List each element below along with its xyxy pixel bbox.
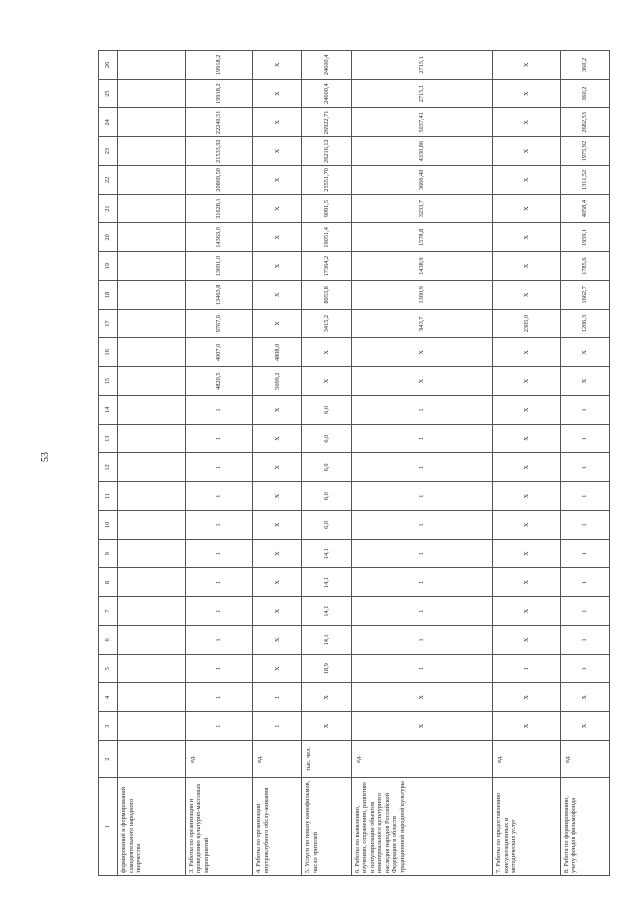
value-cell: 1: [560, 539, 609, 568]
value-cell: 14,1: [302, 568, 351, 597]
value-cell: [118, 137, 186, 166]
value-cell: Х: [493, 424, 561, 453]
value-cell: 1: [185, 482, 253, 511]
value-cell: 1: [351, 511, 493, 540]
value-cell: Х: [351, 367, 493, 396]
value-cell: [118, 281, 186, 310]
value-cell: 1: [560, 453, 609, 482]
value-cell: Х: [253, 597, 302, 626]
value-cell: [118, 252, 186, 281]
column-number-cell: 2: [99, 741, 118, 778]
value-cell: [118, 712, 186, 741]
value-cell: Х: [493, 597, 561, 626]
column-number-cell: 24: [99, 108, 118, 137]
value-cell: 1: [185, 597, 253, 626]
value-cell: Х: [253, 309, 302, 338]
value-cell: Х: [493, 108, 561, 137]
value-cell: Х: [253, 194, 302, 223]
column-number-cell: 20: [99, 223, 118, 252]
value-cell: Х: [253, 108, 302, 137]
column-number-cell: 7: [99, 597, 118, 626]
column-number-cell: 18: [99, 281, 118, 310]
value-cell: 1975,92: [560, 137, 609, 166]
value-cell: Х: [493, 568, 561, 597]
value-cell: [118, 79, 186, 108]
value-cell: 1: [351, 568, 493, 597]
value-cell: 1: [351, 539, 493, 568]
value-cell: Х: [253, 654, 302, 683]
value-cell: Х: [253, 539, 302, 568]
value-cell: 24600,4: [302, 51, 351, 80]
value-cell: 1438,9: [351, 252, 493, 281]
value-cell: Х: [351, 338, 493, 367]
value-cell: 1: [185, 683, 253, 712]
value-cell: 2715,1: [351, 79, 493, 108]
column-number-cell: 22: [99, 166, 118, 195]
value-cell: 1: [560, 424, 609, 453]
value-cell: Х: [253, 511, 302, 540]
value-cell: Х: [493, 194, 561, 223]
indicators-table: [98, 50, 610, 876]
value-cell: 6,0: [302, 453, 351, 482]
value-cell: 4330,86: [351, 137, 493, 166]
column-number-cell: 21: [99, 194, 118, 223]
value-cell: Х: [493, 626, 561, 655]
value-cell: 6,0: [302, 511, 351, 540]
work-name-cell: 6. Работы по выявлению, изучению, сохранению, развитию и популяризации объектов нематериального культурного наследия народов Российской Федерации в области традиционной народной культуры: [351, 778, 493, 876]
value-cell: [118, 597, 186, 626]
value-cell: Х: [493, 166, 561, 195]
value-cell: 21533,92: [185, 137, 253, 166]
column-number-cell: 23: [99, 137, 118, 166]
column-number-row: [99, 51, 118, 876]
value-cell: Х: [253, 424, 302, 453]
value-cell: Х: [560, 712, 609, 741]
value-cell: 4007,0: [185, 338, 253, 367]
value-cell: 4058,4: [560, 194, 609, 223]
value-cell: 9091,5: [302, 194, 351, 223]
value-cell: Х: [493, 482, 561, 511]
column-number-cell: 1: [99, 778, 118, 876]
value-cell: Х: [493, 79, 561, 108]
value-cell: 1: [351, 482, 493, 511]
value-cell: 1: [185, 568, 253, 597]
value-cell: Х: [253, 568, 302, 597]
work-name-cell: 4. Работы по организации внутриклубного обслу-живания: [253, 778, 302, 876]
value-cell: 1: [185, 712, 253, 741]
value-cell: Х: [493, 511, 561, 540]
value-cell: 1: [493, 654, 561, 683]
value-cell: 360,2: [560, 51, 609, 80]
value-cell: Х: [493, 712, 561, 741]
work-name-cell: формирований и формирований самодеятельного народного творчества: [118, 778, 186, 876]
column-number-cell: 15: [99, 367, 118, 396]
value-cell: 1: [351, 453, 493, 482]
value-cell: 18,9: [302, 654, 351, 683]
value-cell: Х: [493, 338, 561, 367]
column-number-cell: 3: [99, 712, 118, 741]
value-cell: [118, 568, 186, 597]
value-cell: 360,2: [560, 79, 609, 108]
value-cell: 1: [185, 453, 253, 482]
column-number-cell: 6: [99, 626, 118, 655]
value-cell: 1300,9: [351, 281, 493, 310]
value-cell: 14,1: [302, 626, 351, 655]
value-cell: Х: [253, 79, 302, 108]
value-cell: 22240,51: [185, 108, 253, 137]
unit-cell: тыс. чел.: [302, 741, 351, 778]
value-cell: Х: [351, 683, 493, 712]
value-cell: 17364,2: [302, 252, 351, 281]
unit-cell: ед.: [253, 741, 302, 778]
column-number-cell: 9: [99, 539, 118, 568]
table-row: [118, 51, 186, 876]
value-cell: 20869,50: [185, 166, 253, 195]
value-cell: Х: [302, 367, 351, 396]
value-cell: [118, 51, 186, 80]
value-cell: [118, 683, 186, 712]
value-cell: 1: [351, 396, 493, 425]
value-cell: 1: [185, 539, 253, 568]
work-name-cell: 3. Работы по организации и проведению культурно-массовых мероприятий: [185, 778, 253, 876]
value-cell: 1: [560, 396, 609, 425]
value-cell: 6,0: [302, 396, 351, 425]
value-cell: 1785,6: [560, 252, 609, 281]
value-cell: [118, 482, 186, 511]
value-cell: [118, 223, 186, 252]
page-number: 53: [40, 452, 51, 462]
value-cell: Х: [493, 539, 561, 568]
value-cell: 19918,2: [185, 51, 253, 80]
value-cell: Х: [493, 51, 561, 80]
value-cell: 2305,0: [493, 309, 561, 338]
value-cell: Х: [493, 396, 561, 425]
value-cell: 13463,8: [185, 281, 253, 310]
value-cell: 19051,4: [302, 223, 351, 252]
value-cell: 1: [253, 683, 302, 712]
value-cell: 1: [351, 654, 493, 683]
value-cell: 4820,5: [185, 367, 253, 396]
column-number-cell: 26: [99, 51, 118, 80]
value-cell: 13691,0: [185, 252, 253, 281]
value-cell: Х: [302, 338, 351, 367]
value-cell: 1: [560, 511, 609, 540]
unit-cell: [118, 741, 186, 778]
value-cell: 1: [253, 712, 302, 741]
column-number-cell: 25: [99, 79, 118, 108]
value-cell: 943,7: [351, 309, 493, 338]
column-number-cell: 19: [99, 252, 118, 281]
value-cell: 1: [351, 424, 493, 453]
value-cell: 1: [560, 568, 609, 597]
value-cell: Х: [253, 252, 302, 281]
value-cell: 9767,6: [185, 309, 253, 338]
value-cell: 2715,1: [351, 51, 493, 80]
value-cell: 5699,2: [253, 367, 302, 396]
column-number-cell: 12: [99, 453, 118, 482]
value-cell: [118, 539, 186, 568]
value-cell: 14,1: [302, 539, 351, 568]
rotated-table-container: [98, 50, 610, 876]
table-row: [302, 51, 351, 876]
value-cell: [118, 194, 186, 223]
work-name-cell: 7. Работы по предоставлению консультационных и методических услуг: [493, 778, 561, 876]
value-cell: Х: [493, 252, 561, 281]
value-cell: Х: [302, 683, 351, 712]
column-number-cell: 10: [99, 511, 118, 540]
value-cell: 1: [351, 597, 493, 626]
value-cell: Х: [351, 712, 493, 741]
value-cell: Х: [493, 137, 561, 166]
value-cell: 2682,53: [560, 108, 609, 137]
value-cell: 5037,41: [351, 108, 493, 137]
value-cell: Х: [253, 166, 302, 195]
value-cell: 3233,7: [351, 194, 493, 223]
value-cell: [118, 626, 186, 655]
value-cell: Х: [253, 281, 302, 310]
value-cell: 1: [560, 626, 609, 655]
value-cell: [118, 108, 186, 137]
value-cell: 3415,2: [302, 309, 351, 338]
column-number-cell: 11: [99, 482, 118, 511]
value-cell: 6,0: [302, 482, 351, 511]
value-cell: [118, 338, 186, 367]
value-cell: 1: [185, 396, 253, 425]
value-cell: Х: [560, 367, 609, 396]
value-cell: [118, 453, 186, 482]
table-row: [560, 51, 609, 876]
column-number-cell: 8: [99, 568, 118, 597]
value-cell: 1959,1: [560, 223, 609, 252]
column-number-cell: 13: [99, 424, 118, 453]
column-number-cell: 14: [99, 396, 118, 425]
value-cell: 1: [185, 654, 253, 683]
value-cell: 1: [560, 482, 609, 511]
value-cell: Х: [493, 683, 561, 712]
value-cell: 8953,8: [302, 281, 351, 310]
value-cell: Х: [560, 683, 609, 712]
value-cell: Х: [493, 281, 561, 310]
value-cell: 3666,40: [351, 166, 493, 195]
value-cell: 1: [185, 424, 253, 453]
work-name-cell: 8. Работа по формированию, учету фондов фильмофонда: [560, 778, 609, 876]
value-cell: 1: [185, 626, 253, 655]
value-cell: 1: [560, 654, 609, 683]
value-cell: 1: [351, 626, 493, 655]
value-cell: 4808,0: [253, 338, 302, 367]
value-cell: Х: [302, 712, 351, 741]
value-cell: [118, 654, 186, 683]
value-cell: 25551,70: [302, 166, 351, 195]
table-row: [351, 51, 493, 876]
value-cell: 1206,3: [560, 309, 609, 338]
value-cell: Х: [493, 367, 561, 396]
value-cell: Х: [253, 626, 302, 655]
value-cell: Х: [560, 338, 609, 367]
table-row: [185, 51, 253, 876]
unit-cell: ед.: [560, 741, 609, 778]
column-number-cell: 5: [99, 654, 118, 683]
value-cell: 14363,0: [185, 223, 253, 252]
value-cell: [118, 396, 186, 425]
value-cell: 19918,2: [185, 79, 253, 108]
value-cell: 31628,1: [185, 194, 253, 223]
value-cell: Х: [493, 453, 561, 482]
value-cell: 26922,71: [302, 108, 351, 137]
unit-cell: ед.: [185, 741, 253, 778]
value-cell: Х: [253, 223, 302, 252]
value-cell: 14,1: [302, 597, 351, 626]
value-cell: [118, 424, 186, 453]
value-cell: Х: [253, 396, 302, 425]
column-number-cell: 16: [99, 338, 118, 367]
value-cell: Х: [253, 453, 302, 482]
value-cell: 1: [560, 597, 609, 626]
value-cell: [118, 367, 186, 396]
value-cell: 24600,4: [302, 79, 351, 108]
value-cell: 1311,52: [560, 166, 609, 195]
value-cell: Х: [253, 137, 302, 166]
work-name-cell: 5. Услуги по показу кинофильмов, число зрителей: [302, 778, 351, 876]
column-number-cell: 17: [99, 309, 118, 338]
value-cell: [118, 511, 186, 540]
column-number-cell: 4: [99, 683, 118, 712]
value-cell: [118, 309, 186, 338]
value-cell: 1662,7: [560, 281, 609, 310]
table-row: [253, 51, 302, 876]
value-cell: Х: [253, 482, 302, 511]
value-cell: Х: [253, 51, 302, 80]
value-cell: Х: [493, 223, 561, 252]
value-cell: [118, 166, 186, 195]
value-cell: 1578,8: [351, 223, 493, 252]
unit-cell: ед.: [351, 741, 493, 778]
table-row: [493, 51, 561, 876]
value-cell: 6,0: [302, 424, 351, 453]
value-cell: 26216,12: [302, 137, 351, 166]
value-cell: 1: [185, 511, 253, 540]
unit-cell: ед.: [493, 741, 561, 778]
